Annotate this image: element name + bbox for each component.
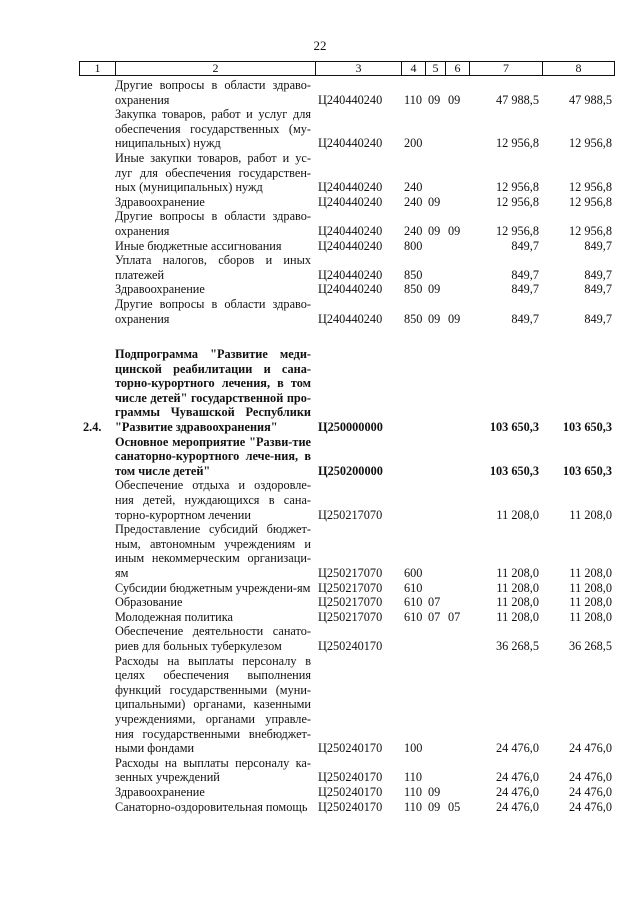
row-target-code: Ц240440240	[318, 194, 383, 209]
table-row	[79, 253, 614, 282]
row-target-code: Ц240440240	[318, 180, 383, 195]
header-col-6: 6	[446, 62, 470, 76]
row-target-code: Ц250217070	[318, 609, 383, 624]
row-target-code: Ц250240170	[318, 638, 383, 653]
row-amount-2: 12 956,8	[568, 136, 612, 151]
table-row	[79, 347, 614, 435]
row-amount-2: 12 956,8	[568, 194, 612, 209]
row-name: Другие вопросы в области здраво-охранения	[115, 209, 311, 238]
row-name: Обеспечение деятельности санато-риев для больных туберкулезом	[115, 624, 311, 653]
row-expense-type: 110	[404, 799, 422, 814]
row-target-code: Ц240440240	[318, 282, 383, 297]
table-row	[79, 151, 614, 195]
row-amount-2: 47 988,5	[568, 92, 612, 107]
header-col-8: 8	[543, 62, 615, 76]
table-row	[79, 522, 614, 580]
row-amount-2: 36 268,5	[568, 638, 612, 653]
page-number: 22	[313, 38, 327, 53]
row-expense-type: 240	[404, 194, 423, 209]
row-section: 09	[428, 799, 441, 814]
row-target-code: Ц240440240	[318, 92, 383, 107]
row-expense-type: 610	[404, 609, 423, 624]
row-amount-2: 11 208,0	[569, 609, 612, 624]
header-col-5: 5	[426, 62, 446, 76]
row-expense-type: 600	[404, 566, 423, 580]
table-row	[79, 209, 614, 238]
table-row	[79, 610, 614, 625]
row-name: Молодежная политика	[115, 609, 234, 624]
row-amount-2: 849,7	[584, 238, 612, 253]
table-header	[79, 61, 615, 76]
row-amount-1: 24 476,0	[495, 741, 539, 756]
row-expense-type: 850	[404, 267, 423, 282]
table-row	[79, 800, 614, 815]
row-name: Подпрограмма "Развитие меди-цинской реабилитации и сана-торно-курортного лечения, в том числе детей" государственной про-граммы Чувашской Республики "Развитие здравоохранения"	[115, 347, 311, 435]
row-amount-1: 24 476,0	[495, 770, 539, 785]
header-col-1: 1	[80, 62, 116, 76]
row-target-code: Ц250200000	[318, 463, 383, 478]
table-row	[79, 654, 614, 756]
row-target-code: Ц250000000	[318, 420, 383, 435]
row-amount-1: 849,7	[511, 238, 539, 253]
row-target-code: Ц250217070	[318, 580, 383, 595]
row-name: Иные бюджетные ассигнования	[115, 238, 282, 253]
table-row	[79, 478, 614, 522]
row-expense-type: 240	[404, 223, 423, 238]
row-name: Субсидии бюджетным учреждени-ям	[115, 580, 311, 595]
row-target-code: Ц250240170	[318, 799, 383, 814]
row-subsection: 09	[448, 311, 461, 326]
row-name: Обеспечение отдыха и оздоровле-ния детей, нуждающихся в сана-торно-курортном лечении	[115, 478, 311, 522]
header-col-3: 3	[316, 62, 402, 76]
row-amount-2: 849,7	[584, 282, 612, 297]
row-amount-1: 12 956,8	[495, 136, 539, 151]
row-amount-2: 849,7	[584, 311, 612, 326]
row-target-code: Ц240440240	[318, 267, 383, 282]
row-number: 2.4.	[83, 420, 102, 435]
row-amount-1: 11 208,0	[496, 595, 539, 610]
row-section: 09	[428, 223, 441, 238]
row-subsection: 07	[448, 609, 461, 624]
budget-table-body	[79, 78, 614, 814]
row-amount-1: 24 476,0	[495, 799, 539, 814]
row-name: Уплата налогов, сборов и иных платежей	[115, 253, 311, 282]
table-row	[79, 107, 614, 151]
row-target-code: Ц250217070	[318, 595, 383, 610]
row-section: 09	[428, 194, 441, 209]
row-target-code: Ц240440240	[318, 136, 383, 151]
row-amount-2: 11 208,0	[569, 580, 612, 595]
header-col-2: 2	[116, 62, 316, 76]
row-section: 07	[428, 609, 441, 624]
row-section: 09	[428, 311, 441, 326]
row-name: Санаторно-оздоровительная помощь	[115, 799, 308, 814]
row-expense-type: 200	[404, 136, 423, 151]
row-expense-type: 110	[404, 92, 422, 107]
row-amount-2: 24 476,0	[568, 741, 612, 756]
row-expense-type: 610	[404, 580, 423, 595]
row-expense-type: 850	[404, 311, 423, 326]
row-name: Здравоохранение	[115, 784, 205, 799]
row-amount-1: 11 208,0	[496, 566, 539, 580]
row-name: Другие вопросы в области здраво-охранения	[115, 296, 311, 326]
row-amount-2: 12 956,8	[568, 223, 612, 238]
row-amount-1: 47 988,5	[495, 92, 539, 107]
section-spacer	[79, 326, 614, 347]
row-target-code: Ц250240170	[318, 770, 383, 785]
row-name: Расходы на выплаты персоналу ка-зенных учреждений	[115, 755, 311, 785]
table-row	[79, 785, 614, 800]
row-amount-1: 12 956,8	[495, 194, 539, 209]
row-expense-type: 240	[404, 180, 423, 195]
row-amount-1: 36 268,5	[495, 638, 539, 653]
row-section: 09	[428, 282, 441, 297]
row-expense-type: 100	[404, 741, 423, 756]
table-row	[79, 756, 614, 785]
row-amount-1: 103 650,3	[489, 420, 539, 435]
table-row	[79, 195, 614, 210]
row-section: 09	[428, 92, 441, 107]
row-amount-1: 103 650,3	[489, 463, 539, 478]
row-subsection: 09	[448, 223, 461, 238]
row-amount-2: 11 208,0	[569, 595, 612, 610]
row-expense-type: 110	[404, 770, 422, 785]
table-row	[79, 239, 614, 254]
row-amount-1: 849,7	[511, 311, 539, 326]
table-row	[79, 78, 614, 107]
row-name: Иные закупки товаров, работ и ус-луг для обеспечения государствен-ных (муниципальных) нужд	[115, 150, 311, 195]
row-expense-type: 850	[404, 282, 423, 297]
row-amount-2: 24 476,0	[568, 784, 612, 799]
row-target-code: Ц250240170	[318, 784, 383, 799]
table-row	[79, 282, 614, 297]
row-amount-2: 103 650,3	[562, 420, 612, 435]
row-amount-1: 24 476,0	[495, 784, 539, 799]
row-amount-1: 11 208,0	[496, 609, 539, 624]
row-amount-2: 849,7	[584, 267, 612, 282]
row-amount-1: 11 208,0	[496, 580, 539, 595]
row-amount-1: 12 956,8	[495, 180, 539, 195]
row-expense-type: 110	[404, 784, 422, 799]
row-subsection: 05	[448, 799, 461, 814]
row-expense-type: 610	[404, 595, 423, 610]
header-col-7: 7	[470, 62, 543, 76]
row-amount-1: 849,7	[511, 282, 539, 297]
table-row	[79, 624, 614, 653]
row-target-code: Ц250240170	[318, 741, 383, 756]
row-amount-2: 12 956,8	[568, 180, 612, 195]
header-col-4: 4	[402, 62, 426, 76]
table-row	[79, 595, 614, 610]
row-name: Здравоохранение	[115, 194, 205, 209]
row-name: Предоставление субсидий бюджет-ным, автономным учреждениям и иным некоммерческим организаци-ям	[115, 522, 311, 580]
row-name: Расходы на выплаты персоналу в целях обеспечения выполнения функций государственными (муни-ципальными) органами, казенными учреждениями, органами управле-ния государственными внебюджет-ными фондами	[115, 653, 311, 756]
table-row	[79, 581, 614, 596]
table-row	[79, 297, 614, 326]
row-name: Закупка товаров, работ и услуг для обеспечения государственных (му-ниципальных) нужд	[115, 107, 311, 151]
row-amount-2: 24 476,0	[568, 799, 612, 814]
row-amount-2: 11 208,0	[569, 507, 612, 522]
row-amount-2: 103 650,3	[562, 463, 612, 478]
row-target-code: Ц250217070	[318, 566, 383, 580]
row-target-code: Ц250217070	[318, 507, 383, 522]
row-name: Основное мероприятие "Разви-тие санаторно-курортного лече-ния, в том числе детей"	[115, 434, 311, 478]
row-name: Здравоохранение	[115, 282, 205, 297]
row-amount-1: 849,7	[511, 267, 539, 282]
row-section: 09	[428, 784, 441, 799]
row-amount-1: 12 956,8	[495, 223, 539, 238]
row-amount-2: 11 208,0	[569, 566, 612, 580]
row-amount-1: 11 208,0	[496, 507, 539, 522]
row-subsection: 09	[448, 92, 461, 107]
row-target-code: Ц240440240	[318, 223, 383, 238]
row-name: Другие вопросы в области здраво-охранения	[115, 78, 311, 107]
row-name: Образование	[115, 595, 183, 610]
row-target-code: Ц240440240	[318, 311, 383, 326]
table-row	[79, 435, 614, 479]
row-expense-type: 800	[404, 238, 423, 253]
row-section: 07	[428, 595, 441, 610]
row-amount-2: 24 476,0	[568, 770, 612, 785]
row-target-code: Ц240440240	[318, 238, 383, 253]
